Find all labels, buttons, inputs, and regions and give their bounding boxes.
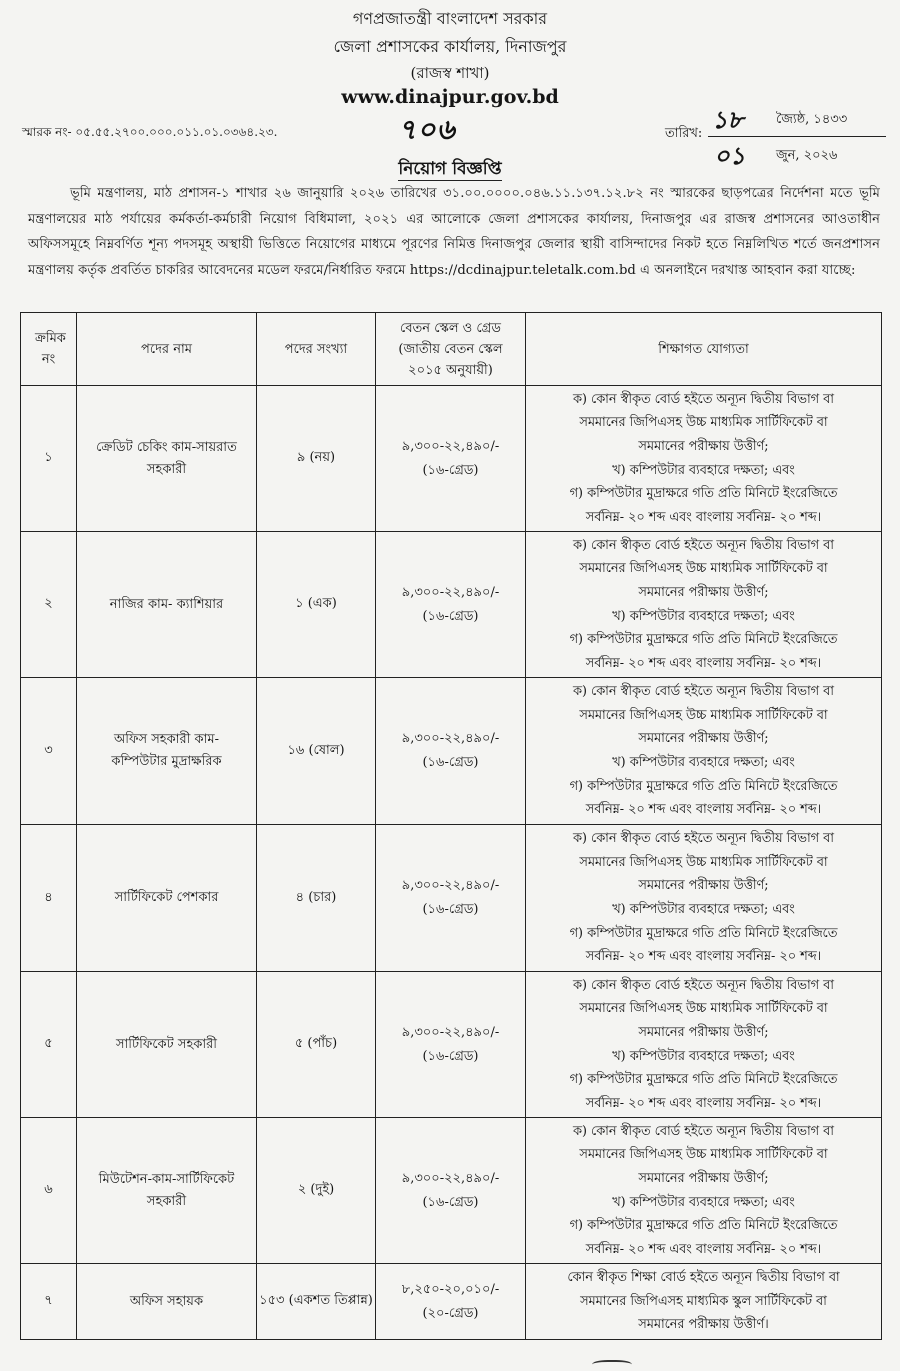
website-link[interactable]: www.dinajpur.gov.bd <box>341 86 559 108</box>
qualification-line: সর্বনিম্ন- ২০ শব্দ এবং বাংলায় সর্বনিম্ন- ২০ শব্দ। <box>585 1241 822 1257</box>
pay-grade-value: (২০-গ্রেড) <box>422 1305 479 1321</box>
cell-serial: ১ <box>21 386 77 532</box>
cell-post-count: ১৫৩ (একশত তিপ্পান্ন) <box>257 1264 376 1340</box>
table-row <box>21 1118 882 1264</box>
table-row <box>21 972 882 1118</box>
cell-post-name: মিউটেশন-কাম-সার্টিফিকেট সহকারী <box>77 1118 257 1264</box>
header-qualification: শিক্ষাগত যোগ্যতা <box>526 313 882 386</box>
cell-pay-scale <box>376 532 526 678</box>
qualification-line: গ) কম্পিউটার মুদ্রাক্ষরে গতি প্রতি মিনিটে ইংরেজিতে <box>569 778 838 794</box>
qualification-line: খ) কম্পিউটার ব্যবহারে দক্ষতা; এবং <box>612 462 795 478</box>
qualification-line: সমমানের পরীক্ষায় উত্তীর্ণ; <box>638 438 769 454</box>
cell-post-count: ১ (এক) <box>257 532 376 678</box>
header-serial: ক্রমিক নং <box>21 313 77 386</box>
cell-qualification <box>526 1264 882 1340</box>
qualification-line: সমমানের জিপিএসহ উচ্চ মাধ্যমিক সার্টিফিকেট বা <box>579 561 828 577</box>
table-row <box>21 1264 882 1340</box>
cell-qualification <box>526 386 882 532</box>
qualification-line: খ) কম্পিউটার ব্যবহারে দক্ষতা; এবং <box>612 608 795 624</box>
qualification-line: সমমানের জিপিএসহ উচ্চ মাধ্যমিক সার্টিফিকেট বা <box>579 854 828 870</box>
qualification-line: খ) কম্পিউটার ব্যবহারে দক্ষতা; এবং <box>612 755 795 770</box>
posts-table <box>20 312 882 1340</box>
qualification-line: ক) কোন স্বীকৃত বোর্ড হইতে অন্যূন দ্বিতীয় বিভাগ বা <box>573 831 834 847</box>
pay-scale-value: ৯,৩০০-২২,৪৯০/- <box>401 878 500 893</box>
cell-qualification <box>526 1118 882 1264</box>
table-row <box>21 678 882 825</box>
cell-serial: ৭ <box>21 1264 77 1340</box>
cell-pay-scale <box>376 825 526 972</box>
pay-grade-value: (১৬-গ্রেড) <box>422 1194 479 1210</box>
cell-serial: ২ <box>21 532 77 678</box>
table-row <box>21 386 882 532</box>
pay-grade-value: (১৬-গ্রেড) <box>422 902 479 917</box>
cell-pay-scale <box>376 678 526 825</box>
cell-post-count: ৫ (পাঁচ) <box>257 972 376 1118</box>
date-label: তারিখ: <box>665 126 703 141</box>
qualification-line: সমমানের পরীক্ষায় উত্তীর্ণ; <box>638 1170 769 1186</box>
cell-serial: ৬ <box>21 1118 77 1264</box>
qualification-line: গ) কম্পিউটার মুদ্রাক্ষরে গতি প্রতি মিনিটে ইংরেজিতে <box>569 1218 838 1234</box>
notice-title <box>0 156 900 184</box>
qualification-line: সমমানের জিপিএসহ উচ্চ মাধ্যমিক সার্টিফিকেট বা <box>579 1001 828 1017</box>
cell-post-count: ৪ (চার) <box>257 825 376 972</box>
office-title: জেলা প্রশাসকের কার্যালয়, দিনাজপুর <box>333 37 567 56</box>
qualification-line: খ) কম্পিউটার ব্যবহারে দক্ষতা; এবং <box>612 902 795 917</box>
qualification-line: সমমানের পরীক্ষায় উত্তীর্ণ; <box>638 731 769 747</box>
header-count: পদের সংখ্যা <box>257 313 376 386</box>
date-gregorian-month-year: জুন, ২০২৬ <box>776 148 838 163</box>
qualification-line: ক) কোন স্বীকৃত বোর্ড হইতে অন্যূন দ্বিতীয় বিভাগ বা <box>573 391 834 407</box>
qualification-line: কোন স্বীকৃত শিক্ষা বোর্ড হইতে অন্যূন দ্বিতীয় বিভাগ বা <box>567 1270 840 1286</box>
qualification-line: সর্বনিম্ন- ২০ শব্দ এবং বাংলায় সর্বনিম্ন- ২০ শব্দ। <box>585 655 822 671</box>
header-pay: বেতন স্কেল ও গ্রেড (জাতীয় বেতন স্কেল ২০১৫ অনুযায়ী) <box>376 313 526 386</box>
cell-post-name: অফিস সহকারী কাম-কম্পিউটার মুদ্রাক্ষরিক <box>77 678 257 825</box>
memo-number: স্মারক নং- ০৫.৫৫.২৭০০.০০০.০১১.০১.০৩৬৪.২৩. <box>22 125 278 139</box>
cell-post-name: অফিস সহায়ক <box>77 1264 257 1340</box>
qualification-line: সর্বনিম্ন- ২০ শব্দ এবং বাংলায় সর্বনিম্ন- ২০ শব্দ। <box>585 802 822 818</box>
pay-scale-value: ৯,৩০০-২২,৪৯০/- <box>401 1024 500 1040</box>
cell-qualification <box>526 825 882 972</box>
qualification-line: ক) কোন স্বীকৃত বোর্ড হইতে অন্যূন দ্বিতীয় বিভাগ বা <box>573 1123 834 1139</box>
qualification-line: ক) কোন স্বীকৃত বোর্ড হইতে অন্যূন দ্বিতীয় বিভাগ বা <box>573 684 834 700</box>
section-title: (রাজস্ব শাখা) <box>410 64 490 82</box>
cell-serial: ৪ <box>21 825 77 972</box>
qualification-line: সমমানের জিপিএসহ উচ্চ মাধ্যমিক সার্টিফিকেট বা <box>579 1147 828 1163</box>
qualification-line: সমমানের জিপিএসহ মাধ্যমিক স্কুল সার্টিফিকেট বা <box>580 1293 827 1309</box>
cell-pay-scale <box>376 1118 526 1264</box>
pay-scale-value: ৯,৩০০-২২,৪৯০/- <box>401 731 500 746</box>
signature-fragment <box>592 1360 632 1371</box>
cell-post-count: ৯ (নয়) <box>257 386 376 532</box>
pay-scale-value: ৮,২৫০-২০,০১০/- <box>401 1281 500 1297</box>
table-header-row <box>21 313 882 386</box>
cell-post-name: ক্রেডিট চেকিং কাম-সায়রাত সহকারী <box>77 386 257 532</box>
notice-body: ভূমি মন্ত্রণালয়, মাঠ প্রশাসন-১ শাখার ২৬ জানুয়ারি ২০২৬ তারিখের ৩১.০০.০০০০.০৪৬.১১.১৩৭.১২.৮২ নং স্মারকের ছাড়পত্রের নির্দেশনা মতে ভূমি মন্ত্রণালয়ের মাঠ পর্যায়ের কর্মকর্তা-কর্মচারী নিয়োগ বিধিমালা, ২০২১ এর আলোকে জেলা প্রশাসকের কার্যালয়, দিনাজপুর এর রাজস্ব প্রশাসনের আওতাধীন অফিসসমূহে নিম্নবর্ণিত শূন্য পদসমূহ অস্থায়ী ভিত্তিতে নিয়োগের মাধ্যমে পূরণের নিমিত্ত দিনাজপুর জেলার স্থায়ী বাসিন্দাদের নিকট হতে নিম্নলিখিত শর্তে জনপ্রশাসন মন্ত্রণালয় কর্তৃক প্রবর্তিত চাকরির আবেদনের মডেল ফরমে/নির্ধারিত ফরমে https://dcdinajpur.teletalk.com.bd এ অনলাইনে দরখাস্ত আহবান করা যাচ্ছে: <box>28 186 880 278</box>
government-title: গণপ্রজাতন্ত্রী বাংলাদেশ সরকার <box>352 9 548 28</box>
cell-pay-scale <box>376 386 526 532</box>
qualification-line: খ) কম্পিউটার ব্যবহারে দক্ষতা; এবং <box>612 1194 795 1210</box>
qualification-line: ক) কোন স্বীকৃত বোর্ড হইতে অন্যূন দ্বিতীয় বিভাগ বা <box>573 977 834 993</box>
qualification-line: সর্বনিম্ন- ২০ শব্দ এবং বাংলায় সর্বনিম্ন- ২০ শব্দ। <box>585 949 822 965</box>
qualification-line: সর্বনিম্ন- ২০ শব্দ এবং বাংলায় সর্বনিম্ন- ২০ শব্দ। <box>585 509 822 525</box>
cell-qualification <box>526 678 882 825</box>
memo-handwritten-number: ৭০৬ <box>398 113 456 146</box>
qualification-line: সমমানের জিপিএসহ উচ্চ মাধ্যমিক সার্টিফিকেট বা <box>579 415 828 431</box>
qualification-line: সমমানের পরীক্ষায় উত্তীর্ণ; <box>638 1024 769 1040</box>
cell-qualification <box>526 972 882 1118</box>
qualification-line: ক) কোন স্বীকৃত বোর্ড হইতে অন্যূন দ্বিতীয় বিভাগ বা <box>573 537 834 553</box>
pay-scale-value: ৯,৩০০-২২,৪৯০/- <box>401 438 500 454</box>
pay-grade-value: (১৬-গ্রেড) <box>422 1048 479 1064</box>
date-gregorian-day: ০১ <box>714 141 746 170</box>
cell-post-count: ১৬ (ষোল) <box>257 678 376 825</box>
qualification-line: গ) কম্পিউটার মুদ্রাক্ষরে গতি প্রতি মিনিটে ইংরেজিতে <box>569 925 838 941</box>
pay-grade-value: (১৬-গ্রেড) <box>422 755 479 770</box>
date-bengali <box>710 102 890 132</box>
cell-serial: ৩ <box>21 678 77 825</box>
qualification-line: সর্বনিম্ন- ২০ শব্দ এবং বাংলায় সর্বনিম্ন- ২০ শব্দ। <box>585 1095 822 1111</box>
qualification-line: সমমানের পরীক্ষায় উত্তীর্ণ; <box>638 584 769 600</box>
qualification-line: গ) কম্পিউটার মুদ্রাক্ষরে গতি প্রতি মিনিটে ইংরেজিতে <box>569 632 838 648</box>
pay-scale-value: ৯,৩০০-২২,৪৯০/- <box>401 584 500 600</box>
qualification-line: খ) কম্পিউটার ব্যবহারে দক্ষতা; এবং <box>612 1048 795 1064</box>
cell-pay-scale <box>376 972 526 1118</box>
cell-qualification <box>526 532 882 678</box>
qualification-line: গ) কম্পিউটার মুদ্রাক্ষরে গতি প্রতি মিনিটে ইংরেজিতে <box>569 1072 838 1088</box>
pay-grade-value: (১৬-গ্রেড) <box>422 462 479 478</box>
header-post: পদের নাম <box>77 313 257 386</box>
qualification-line: সমমানের জিপিএসহ উচ্চ মাধ্যমিক সার্টিফিকেট বা <box>579 707 828 723</box>
notice-title-text: নিয়োগ বিজ্ঞপ্তি <box>398 159 502 179</box>
table-row <box>21 532 882 678</box>
date-bengali-day: ১৮ <box>712 105 744 134</box>
pay-grade-value: (১৬-গ্রেড) <box>422 608 479 624</box>
cell-post-count: ২ (দুই) <box>257 1118 376 1264</box>
cell-post-name: সার্টিফিকেট পেশকার <box>77 825 257 972</box>
cell-post-name: সার্টিফিকেট সহকারী <box>77 972 257 1118</box>
date-bengali-month-year: জ্যৈষ্ঠ, ১৪৩৩ <box>776 112 848 127</box>
cell-serial: ৫ <box>21 972 77 1118</box>
pay-scale-value: ৯,৩০০-২২,৪৯০/- <box>401 1170 500 1186</box>
qualification-line: সমমানের পরীক্ষায় উত্তীর্ণ; <box>638 878 769 894</box>
cell-pay-scale <box>376 1264 526 1340</box>
qualification-line: গ) কম্পিউটার মুদ্রাক্ষরে গতি প্রতি মিনিটে ইংরেজিতে <box>569 486 838 502</box>
table-row <box>21 825 882 972</box>
cell-post-name: নাজির কাম- ক্যাশিয়ার <box>77 532 257 678</box>
qualification-line: সমমানের পরীক্ষায় উত্তীর্ণ। <box>638 1317 769 1333</box>
